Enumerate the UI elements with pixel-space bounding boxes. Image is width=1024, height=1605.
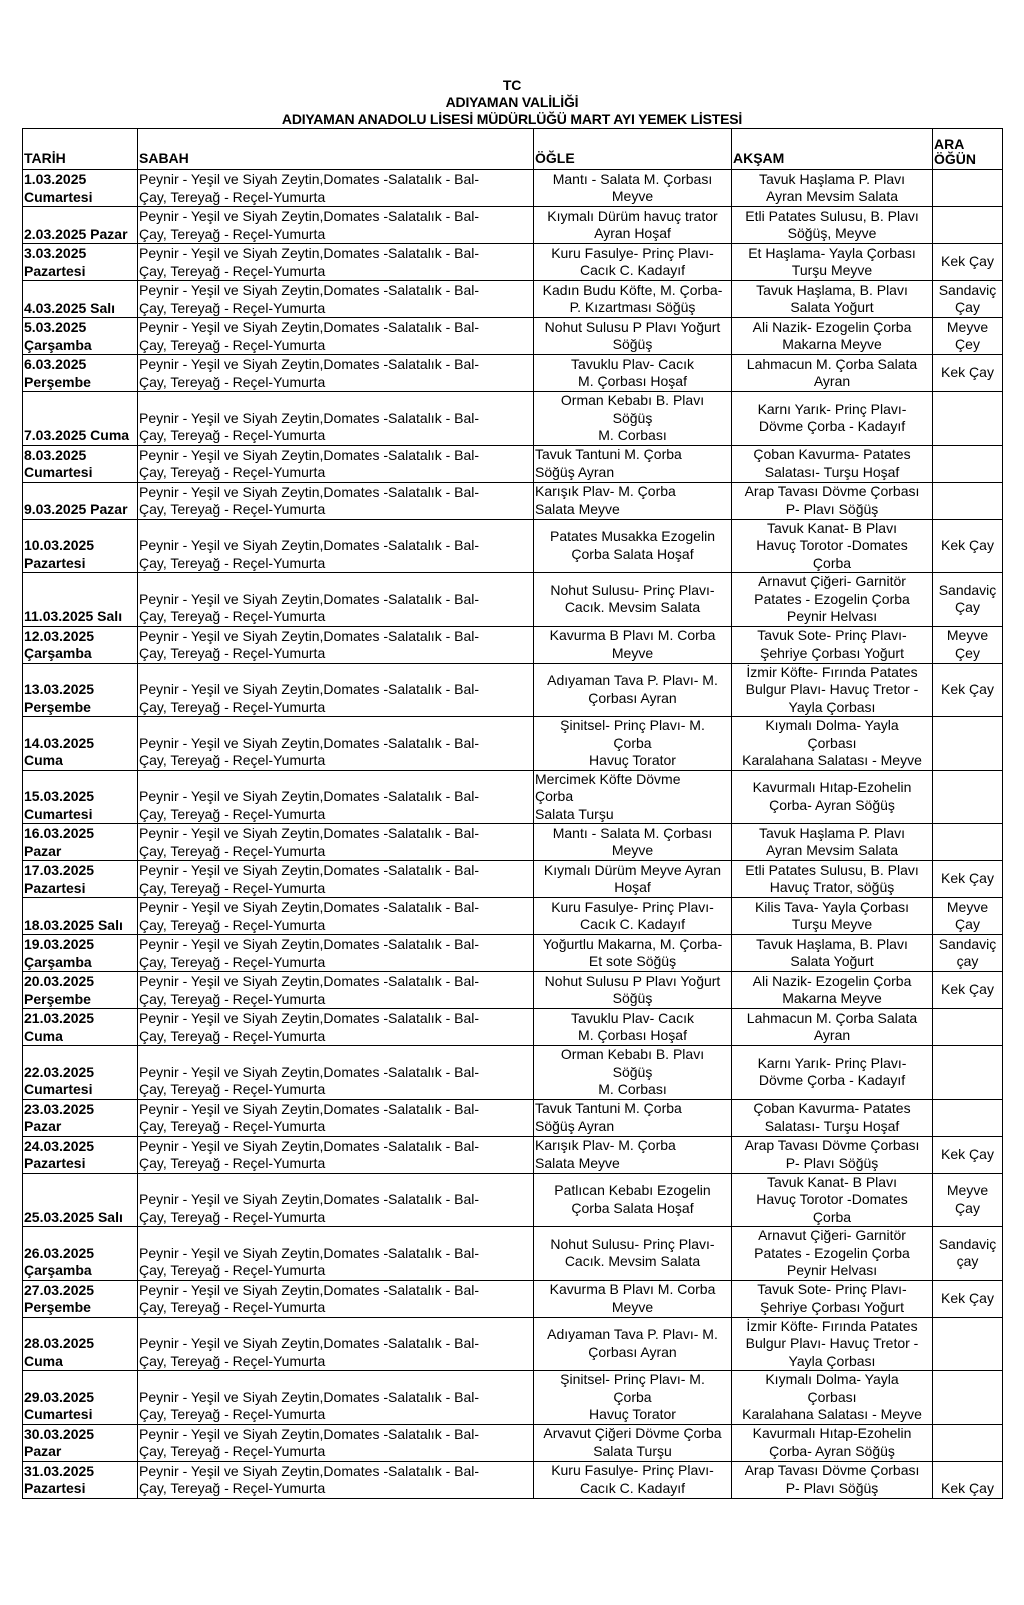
date-cell: 4.03.2025 Salı — [23, 281, 138, 318]
breakfast-cell: Peynir - Yeşil ve Siyah Zeytin,Domates -Salatalık - Bal- Çay, Tereyağ - Reçel-Yumurta — [138, 935, 534, 972]
breakfast-cell: Peynir - Yeşil ve Siyah Zeytin,Domates -Salatalık - Bal- Çay, Tereyağ - Reçel-Yumurta — [138, 1009, 534, 1046]
header-line-tc: TC — [502, 77, 522, 93]
lunch-cell: Patates Musakka Ezogelin Çorba Salata Hoşaf — [534, 519, 732, 573]
snack-cell: Kek Çay — [933, 519, 1003, 573]
lunch-cell: Adıyaman Tava P. Plavı- M. Çorbası Ayran — [534, 663, 732, 717]
lunch-cell: Mantı - Salata M. Çorbası Meyve — [534, 824, 732, 861]
table-row — [23, 898, 1003, 935]
date-cell: 15.03.2025 Cumartesi — [23, 770, 138, 824]
breakfast-cell: Peynir - Yeşil ve Siyah Zeytin,Domates -Salatalık - Bal- Çay, Tereyağ - Reçel-Yumurta — [138, 1227, 534, 1281]
breakfast-cell: Peynir - Yeşil ve Siyah Zeytin,Domates -Salatalık - Bal- Çay, Tereyağ - Reçel-Yumurta — [138, 482, 534, 519]
table-row — [23, 170, 1003, 207]
date-cell: 1.03.2025 Cumartesi — [23, 170, 138, 207]
snack-cell — [933, 392, 1003, 446]
snack-cell: Kek Çay — [933, 355, 1003, 392]
table-row — [23, 1317, 1003, 1371]
lunch-cell: Adıyaman Tava P. Plavı- M. Çorbası Ayran — [534, 1317, 732, 1371]
snack-cell — [933, 1317, 1003, 1371]
snack-cell: Kek Çay — [933, 1136, 1003, 1173]
lunch-cell: Yoğurtlu Makarna, M. Çorba- Et sote Söğüş — [534, 935, 732, 972]
date-cell: 3.03.2025 Pazartesi — [23, 244, 138, 281]
lunch-cell: Nohut Sulusu- Prinç Plavı- Cacık. Mevsim Salata — [534, 1227, 732, 1281]
dinner-cell: Tavuk Sote- Prinç Plavı- Şehriye Çorbası Yoğurt — [732, 626, 933, 663]
dinner-cell: Çoban Kavurma- Patates Salatası- Turşu Hoşaf — [732, 1099, 933, 1136]
lunch-cell: Mantı - Salata M. Çorbası Meyve — [534, 170, 732, 207]
date-cell: 29.03.2025 Cumartesi — [23, 1371, 138, 1425]
header-line-valilik: ADIYAMAN VALİLİĞİ — [445, 94, 579, 110]
dinner-cell: Lahmacun M. Çorba Salata Ayran — [732, 1009, 933, 1046]
breakfast-cell: Peynir - Yeşil ve Siyah Zeytin,Domates -Salatalık - Bal- Çay, Tereyağ - Reçel-Yumurta — [138, 519, 534, 573]
lunch-cell: Nohut Sulusu P Plavı Yoğurt Söğüş — [534, 972, 732, 1009]
dinner-cell: Kıymalı Dolma- Yayla Çorbası Karalahana Salatası - Meyve — [732, 717, 933, 771]
breakfast-cell: Peynir - Yeşil ve Siyah Zeytin,Domates -Salatalık - Bal- Çay, Tereyağ - Reçel-Yumurta — [138, 445, 534, 482]
table-row — [23, 935, 1003, 972]
table-row — [23, 1371, 1003, 1425]
snack-cell: Sandaviç Çay — [933, 281, 1003, 318]
breakfast-cell: Peynir - Yeşil ve Siyah Zeytin,Domates -Salatalık - Bal- Çay, Tereyağ - Reçel-Yumurta — [138, 824, 534, 861]
date-cell: 24.03.2025 Pazartesi — [23, 1136, 138, 1173]
breakfast-cell: Peynir - Yeşil ve Siyah Zeytin,Domates -Salatalık - Bal- Çay, Tereyağ - Reçel-Yumurta — [138, 392, 534, 446]
table-row — [23, 519, 1003, 573]
lunch-cell: Patlıcan Kebabı Ezogelin Çorba Salata Hoşaf — [534, 1173, 732, 1227]
breakfast-cell: Peynir - Yeşil ve Siyah Zeytin,Domates -Salatalık - Bal- Çay, Tereyağ - Reçel-Yumurta — [138, 770, 534, 824]
date-cell: 9.03.2025 Pazar — [23, 482, 138, 519]
lunch-cell: Kuru Fasulye- Prinç Plavı- Cacık C. Kadayıf — [534, 1461, 732, 1498]
date-cell: 20.03.2025 Perşembe — [23, 972, 138, 1009]
date-cell: 30.03.2025 Pazar — [23, 1424, 138, 1461]
dinner-cell: Tavuk Haşlama P. Plavı Ayran Mevsim Salata — [732, 824, 933, 861]
date-cell: 2.03.2025 Pazar — [23, 207, 138, 244]
column-header-snack: ARA ÖĞÜN — [933, 129, 1003, 170]
lunch-cell: Nohut Sulusu- Prinç Plavı- Cacık. Mevsim Salata — [534, 573, 732, 627]
table-row — [23, 972, 1003, 1009]
snack-cell: Kek Çay — [933, 244, 1003, 281]
date-cell: 25.03.2025 Salı — [23, 1173, 138, 1227]
table-row — [23, 445, 1003, 482]
breakfast-cell: Peynir - Yeşil ve Siyah Zeytin,Domates -Salatalık - Bal- Çay, Tereyağ - Reçel-Yumurta — [138, 861, 534, 898]
table-row — [23, 1424, 1003, 1461]
breakfast-cell: Peynir - Yeşil ve Siyah Zeytin,Domates -Salatalık - Bal- Çay, Tereyağ - Reçel-Yumurta — [138, 663, 534, 717]
lunch-cell: Kıymalı Dürüm havuç trator Ayran Hoşaf — [534, 207, 732, 244]
dinner-cell: Etli Patates Sulusu, B. Plavı Söğüş, Meyve — [732, 207, 933, 244]
snack-cell — [933, 170, 1003, 207]
breakfast-cell: Peynir - Yeşil ve Siyah Zeytin,Domates -Salatalık - Bal- Çay, Tereyağ - Reçel-Yumurta — [138, 1317, 534, 1371]
dinner-cell: Karnı Yarık- Prinç Plavı- Dövme Çorba - Kadayıf — [732, 1046, 933, 1100]
date-cell: 10.03.2025 Pazartesi — [23, 519, 138, 573]
breakfast-cell: Peynir - Yeşil ve Siyah Zeytin,Domates -Salatalık - Bal- Çay, Tereyağ - Reçel-Yumurta — [138, 626, 534, 663]
breakfast-cell: Peynir - Yeşil ve Siyah Zeytin,Domates -Salatalık - Bal- Çay, Tereyağ - Reçel-Yumurta — [138, 1173, 534, 1227]
table-row — [23, 1280, 1003, 1317]
snack-cell: Sandaviç çay — [933, 935, 1003, 972]
lunch-cell: Kuru Fasulye- Prinç Plavı- Cacık C. Kadayıf — [534, 898, 732, 935]
lunch-cell: Kuru Fasulye- Prinç Plavı- Cacık C. Kadayıf — [534, 244, 732, 281]
dinner-cell: Arap Tavası Dövme Çorbası P- Plavı Söğüş — [732, 1461, 933, 1498]
dinner-cell: Tavuk Kanat- B Plavı Havuç Torotor -Domates Çorba — [732, 519, 933, 573]
date-cell: 26.03.2025 Çarşamba — [23, 1227, 138, 1281]
table-row — [23, 1099, 1003, 1136]
lunch-cell: Şinitsel- Prinç Plavı- M. Çorba Havuç Torator — [534, 1371, 732, 1425]
lunch-cell: Tavuk Tantuni M. Çorba Söğüş Ayran — [534, 1099, 732, 1136]
dinner-cell: Et Haşlama- Yayla Çorbası Turşu Meyve — [732, 244, 933, 281]
date-cell: 14.03.2025 Cuma — [23, 717, 138, 771]
table-row — [23, 1009, 1003, 1046]
snack-cell: Kek Çay — [933, 663, 1003, 717]
date-cell: 27.03.2025 Perşembe — [23, 1280, 138, 1317]
snack-cell — [933, 770, 1003, 824]
column-header-date: TARİH — [23, 129, 138, 170]
date-cell: 21.03.2025 Cuma — [23, 1009, 138, 1046]
table-row — [23, 770, 1003, 824]
date-cell: 7.03.2025 Cuma — [23, 392, 138, 446]
snack-cell — [933, 1371, 1003, 1425]
breakfast-cell: Peynir - Yeşil ve Siyah Zeytin,Domates -Salatalık - Bal- Çay, Tereyağ - Reçel-Yumurta — [138, 1136, 534, 1173]
lunch-cell: Orman Kebabı B. Plavı Söğüş M. Corbası — [534, 1046, 732, 1100]
table-row — [23, 1227, 1003, 1281]
snack-cell: Sandaviç Çay — [933, 573, 1003, 627]
table-row — [23, 355, 1003, 392]
date-cell: 5.03.2025 Çarşamba — [23, 318, 138, 355]
date-cell: 23.03.2025 Pazar — [23, 1099, 138, 1136]
lunch-cell: Kavurma B Plavı M. Corba Meyve — [534, 626, 732, 663]
snack-cell — [933, 824, 1003, 861]
lunch-cell: Karışık Plav- M. Çorba Salata Meyve — [534, 1136, 732, 1173]
dinner-cell: Arnavut Çiğeri- Garnitör Patates - Ezogelin Çorba Peynir Helvası — [732, 573, 933, 627]
lunch-cell: Tavuk Tantuni M. Çorba Söğüş Ayran — [534, 445, 732, 482]
column-header-dinner: AKŞAM — [732, 129, 933, 170]
lunch-cell: Kadın Budu Köfte, M. Çorba- P. Kızartması Söğüş — [534, 281, 732, 318]
table-row — [23, 663, 1003, 717]
dinner-cell: Arap Tavası Dövme Çorbası P- Plavı Söğüş — [732, 482, 933, 519]
snack-cell — [933, 1046, 1003, 1100]
breakfast-cell: Peynir - Yeşil ve Siyah Zeytin,Domates -Salatalık - Bal- Çay, Tereyağ - Reçel-Yumurta — [138, 717, 534, 771]
table-row — [23, 318, 1003, 355]
table-row — [23, 717, 1003, 771]
breakfast-cell: Peynir - Yeşil ve Siyah Zeytin,Domates -Salatalık - Bal- Çay, Tereyağ - Reçel-Yumurta — [138, 244, 534, 281]
date-cell: 12.03.2025 Çarşamba — [23, 626, 138, 663]
table-row — [23, 281, 1003, 318]
table-row — [23, 824, 1003, 861]
table-row — [23, 626, 1003, 663]
lunch-cell: Arvavut Çiğeri Dövme Çorba Salata Turşu — [534, 1424, 732, 1461]
dinner-cell: Kıymalı Dolma- Yayla Çorbası Karalahana Salatası - Meyve — [732, 1371, 933, 1425]
lunch-cell: Karışık Plav- M. Çorba Salata Meyve — [534, 482, 732, 519]
date-cell: 6.03.2025 Perşembe — [23, 355, 138, 392]
dinner-cell: İzmir Köfte- Fırında Patates Bulgur Plavı- Havuç Tretor - Yayla Çorbası — [732, 663, 933, 717]
table-row — [23, 1173, 1003, 1227]
dinner-cell: Tavuk Kanat- B Plavı Havuç Torotor -Domates Çorba — [732, 1173, 933, 1227]
dinner-cell: Ali Nazik- Ezogelin Çorba Makarna Meyve — [732, 972, 933, 1009]
table-row — [23, 573, 1003, 627]
lunch-cell: Nohut Sulusu P Plavı Yoğurt Söğüş — [534, 318, 732, 355]
table-row — [23, 1461, 1003, 1498]
page-title: ADIYAMAN ANADOLU LİSESİ MÜDÜRLÜĞÜ MART AYI YEMEK LİSTESİ — [281, 111, 743, 127]
breakfast-cell: Peynir - Yeşil ve Siyah Zeytin,Domates -Salatalık - Bal- Çay, Tereyağ - Reçel-Yumurta — [138, 573, 534, 627]
snack-cell: Meyve Çey — [933, 626, 1003, 663]
dinner-cell: Tavuk Haşlama, B. Plavı Salata Yoğurt — [732, 281, 933, 318]
dinner-cell: İzmir Köfte- Fırında Patates Bulgur Plavı- Havuç Tretor - Yayla Çorbası — [732, 1317, 933, 1371]
snack-cell — [933, 1424, 1003, 1461]
lunch-cell: Şinitsel- Prinç Plavı- M. Çorba Havuç Torator — [534, 717, 732, 771]
snack-cell — [933, 1009, 1003, 1046]
column-header-breakfast: SABAH — [138, 129, 534, 170]
dinner-cell: Karnı Yarık- Prinç Plavı- Dövme Çorba - Kadayıf — [732, 392, 933, 446]
table-row — [23, 392, 1003, 446]
column-header-lunch: ÖĞLE — [534, 129, 732, 170]
lunch-cell: Kavurma B Plavı M. Corba Meyve — [534, 1280, 732, 1317]
dinner-cell: Tavuk Haşlama P. Plavı Ayran Mevsim Salata — [732, 170, 933, 207]
lunch-cell: Kıymalı Dürüm Meyve Ayran Hoşaf — [534, 861, 732, 898]
dinner-cell: Arnavut Çiğeri- Garnitör Patates - Ezogelin Çorba Peynir Helvası — [732, 1227, 933, 1281]
dinner-cell: Arap Tavası Dövme Çorbası P- Plavı Söğüş — [732, 1136, 933, 1173]
breakfast-cell: Peynir - Yeşil ve Siyah Zeytin,Domates -Salatalık - Bal- Çay, Tereyağ - Reçel-Yumurta — [138, 898, 534, 935]
dinner-cell: Tavuk Sote- Prinç Plavı- Şehriye Çorbası Yoğurt — [732, 1280, 933, 1317]
snack-cell: Kek Çay — [933, 861, 1003, 898]
lunch-cell: Tavuklu Plav- Cacık M. Çorbası Hoşaf — [534, 1009, 732, 1046]
breakfast-cell: Peynir - Yeşil ve Siyah Zeytin,Domates -Salatalık - Bal- Çay, Tereyağ - Reçel-Yumurta — [138, 1424, 534, 1461]
date-cell: 18.03.2025 Salı — [23, 898, 138, 935]
date-cell: 8.03.2025 Cumartesi — [23, 445, 138, 482]
snack-cell — [933, 445, 1003, 482]
snack-cell: Sandaviç çay — [933, 1227, 1003, 1281]
date-cell: 11.03.2025 Salı — [23, 573, 138, 627]
table-body — [23, 170, 1003, 1499]
dinner-cell: Ali Nazik- Ezogelin Çorba Makarna Meyve — [732, 318, 933, 355]
table-row — [23, 482, 1003, 519]
breakfast-cell: Peynir - Yeşil ve Siyah Zeytin,Domates -Salatalık - Bal- Çay, Tereyağ - Reçel-Yumurta — [138, 972, 534, 1009]
lunch-cell: Tavuklu Plav- Cacık M. Çorbası Hoşaf — [534, 355, 732, 392]
snack-cell — [933, 1099, 1003, 1136]
table-row — [23, 207, 1003, 244]
dinner-cell: Kavurmalı Hıtap-Ezohelin Çorba- Ayran Söğüş — [732, 1424, 933, 1461]
snack-cell: Kek Çay — [933, 972, 1003, 1009]
date-cell: 16.03.2025 Pazar — [23, 824, 138, 861]
date-cell: 28.03.2025 Cuma — [23, 1317, 138, 1371]
snack-cell: Kek Çay — [933, 1280, 1003, 1317]
snack-cell: Kek Çay — [933, 1461, 1003, 1498]
date-cell: 17.03.2025 Pazartesi — [23, 861, 138, 898]
date-cell: 13.03.2025 Perşembe — [23, 663, 138, 717]
breakfast-cell: Peynir - Yeşil ve Siyah Zeytin,Domates -Salatalık - Bal- Çay, Tereyağ - Reçel-Yumurta — [138, 318, 534, 355]
breakfast-cell: Peynir - Yeşil ve Siyah Zeytin,Domates -Salatalık - Bal- Çay, Tereyağ - Reçel-Yumurta — [138, 1280, 534, 1317]
breakfast-cell: Peynir - Yeşil ve Siyah Zeytin,Domates -Salatalık - Bal- Çay, Tereyağ - Reçel-Yumurta — [138, 1046, 534, 1100]
snack-cell — [933, 717, 1003, 771]
snack-cell: Meyve Çay — [933, 1173, 1003, 1227]
table-row — [23, 1136, 1003, 1173]
table-row — [23, 861, 1003, 898]
dinner-cell: Etli Patates Sulusu, B. Plavı Havuç Trator, söğüş — [732, 861, 933, 898]
breakfast-cell: Peynir - Yeşil ve Siyah Zeytin,Domates -Salatalık - Bal- Çay, Tereyağ - Reçel-Yumurta — [138, 170, 534, 207]
dinner-cell: Çoban Kavurma- Patates Salatası- Turşu Hoşaf — [732, 445, 933, 482]
breakfast-cell: Peynir - Yeşil ve Siyah Zeytin,Domates -Salatalık - Bal- Çay, Tereyağ - Reçel-Yumurta — [138, 207, 534, 244]
date-cell: 31.03.2025 Pazartesi — [23, 1461, 138, 1498]
breakfast-cell: Peynir - Yeşil ve Siyah Zeytin,Domates -Salatalık - Bal- Çay, Tereyağ - Reçel-Yumurta — [138, 281, 534, 318]
meal-menu-table — [22, 128, 1003, 1499]
table-header-row — [23, 129, 1003, 170]
breakfast-cell: Peynir - Yeşil ve Siyah Zeytin,Domates -Salatalık - Bal- Çay, Tereyağ - Reçel-Yumurta — [138, 1461, 534, 1498]
snack-cell — [933, 207, 1003, 244]
date-cell: 19.03.2025 Çarşamba — [23, 935, 138, 972]
dinner-cell: Kavurmalı Hıtap-Ezohelin Çorba- Ayran Söğüş — [732, 770, 933, 824]
dinner-cell: Kilis Tava- Yayla Çorbası Turşu Meyve — [732, 898, 933, 935]
dinner-cell: Lahmacun M. Çorba Salata Ayran — [732, 355, 933, 392]
snack-cell: Meyve Çey — [933, 318, 1003, 355]
breakfast-cell: Peynir - Yeşil ve Siyah Zeytin,Domates -Salatalık - Bal- Çay, Tereyağ - Reçel-Yumurta — [138, 1099, 534, 1136]
breakfast-cell: Peynir - Yeşil ve Siyah Zeytin,Domates -Salatalık - Bal- Çay, Tereyağ - Reçel-Yumurta — [138, 1371, 534, 1425]
lunch-cell: Orman Kebabı B. Plavı Söğüş M. Corbası — [534, 392, 732, 446]
snack-cell — [933, 482, 1003, 519]
date-cell: 22.03.2025 Cumartesi — [23, 1046, 138, 1100]
breakfast-cell: Peynir - Yeşil ve Siyah Zeytin,Domates -Salatalık - Bal- Çay, Tereyağ - Reçel-Yumurta — [138, 355, 534, 392]
dinner-cell: Tavuk Haşlama, B. Plavı Salata Yoğurt — [732, 935, 933, 972]
table-row — [23, 244, 1003, 281]
table-row — [23, 1046, 1003, 1100]
lunch-cell: Mercimek Köfte Dövme Çorba Salata Turşu — [534, 770, 732, 824]
snack-cell: Meyve Çay — [933, 898, 1003, 935]
